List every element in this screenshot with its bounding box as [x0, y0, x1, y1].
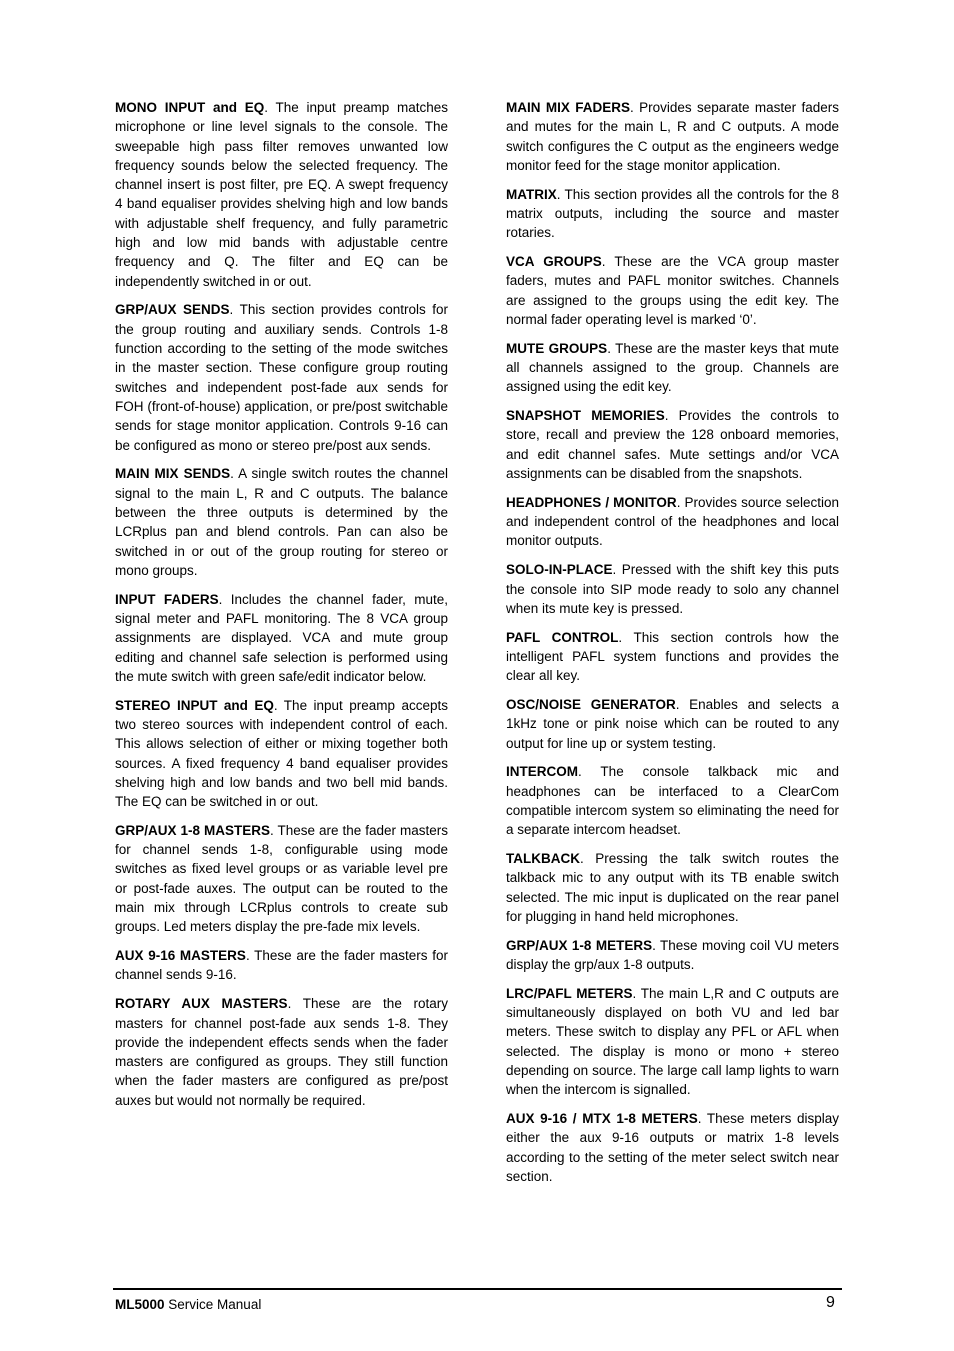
section-term: MONO INPUT and EQ	[115, 100, 265, 115]
section-aux-mtx-meters	[506, 1109, 839, 1186]
section-term: MAIN MIX FADERS	[506, 100, 630, 115]
section-pafl-control	[506, 628, 839, 686]
section-text: . A single switch routes the channel signal to the main L, R and C outputs. The balance between the three outputs is determined by the LCRplus pan and blend controls. Pan can also be switched in or out of the group routing for stereo or mono groups.	[115, 466, 448, 578]
section-headphones-monitor	[506, 493, 839, 551]
section-text: . This section provides controls for the group routing and auxiliary sends. Controls 1-8 function according to the setting of the mode switches in the master section. These configure group routing switches and independent post-fade aux sends for FOH (front-of-house) application, or pre/post switchable sends for stage monitor application. Controls 9-16 can be configured as mono or stereo pre/post aux sends.	[115, 302, 448, 453]
section-text: . These moving coil VU meters display the grp/aux 1-8 outputs.	[506, 937, 839, 973]
section-term: SOLO-IN-PLACE	[506, 562, 613, 578]
section-text: . Provides the controls to store, recall and preview the 128 onboard memories, and edit channel safes. Mute settings and/or VCA assignments can be disabled from the snapshots.	[506, 408, 840, 482]
page-number: 9	[826, 1294, 835, 1311]
section-term: GRP/AUX 1-8 METERS	[506, 937, 653, 953]
section-term: ROTARY AUX MASTERS	[115, 996, 288, 1012]
section-text: . Provides separate master faders and mutes for the main L, R and C outputs. A mode switch configures the C output as the engineers wedge monitor feed for the stage monitor application.	[506, 100, 839, 173]
footer-manual-title	[115, 1297, 261, 1312]
section-osc-noise-generator	[506, 695, 839, 753]
section-text: . The input preamp matches microphone or line level signals to the console. The sweepable high pass filter removes unwanted low frequency sounds below the selected frequency. The channel insert is post filter, pre EQ. A swept frequency 4 band equaliser provides shelving high and low bands with adjustable shelf frequency, and fully parametric high and low mid bands with adjustable centre frequency and Q. The filter and EQ can be independently switched in or out.	[115, 100, 448, 289]
section-term: MUTE GROUPS	[506, 340, 608, 356]
section-mute-groups	[506, 339, 839, 397]
section-term: OSC/NOISE GENERATOR	[506, 697, 676, 713]
section-mono-input-eq	[115, 98, 448, 291]
section-term: INTERCOM	[506, 764, 578, 780]
section-main-mix-faders	[506, 98, 839, 175]
section-text: . These are the rotary masters for channel post-fade aux sends 1-8. They provide the independent effects sends when the fader masters are configured as groups. They still function when the fader masters are configured as pre/post auxes but would not normally be required.	[115, 996, 448, 1108]
section-term: AUX 9-16 / MTX 1-8 METERS	[506, 1111, 698, 1127]
section-term: GRP/AUX SENDS	[115, 302, 230, 318]
section-term: SNAPSHOT MEMORIES	[506, 408, 665, 424]
section-text: . These are the fader masters for channel sends 1-8, configurable using mode switches as fixed level groups or as variable level pre or post-fade auxes. The output can be routed to the main mix through LCRplus controls to create sub groups. Led meters display the pre-fade mix levels.	[115, 822, 448, 935]
section-term: GRP/AUX 1-8 MASTERS	[115, 822, 270, 838]
footer-divider	[113, 1288, 842, 1290]
section-solo-in-place	[506, 560, 839, 618]
section-stereo-input-eq	[115, 696, 448, 812]
section-text: . These are the fader masters for channel sends 9-16.	[115, 948, 448, 983]
left-column	[115, 98, 448, 1120]
section-term: TALKBACK	[506, 851, 580, 867]
section-rotary-aux-masters	[115, 994, 448, 1110]
footer-model: ML5000	[115, 1297, 165, 1312]
section-term: MAIN MIX SENDS	[115, 466, 231, 482]
right-column	[506, 98, 839, 1196]
section-text: . These are the VCA group master faders, mutes and PAFL monitor switches. Channels are assigned to the groups using the edit key. The normal fader operating level is marked ‘0’.	[506, 254, 840, 327]
section-term: LRC/PAFL METERS	[506, 985, 633, 1001]
footer-title: Service Manual	[164, 1297, 262, 1312]
section-input-faders	[115, 590, 448, 686]
section-text: . This section provides all the controls for the 8 matrix outputs, including the source and master rotaries.	[506, 186, 839, 241]
section-term: PAFL CONTROL	[506, 629, 619, 645]
section-vca-groups	[506, 252, 839, 329]
section-talkback	[506, 849, 839, 926]
section-aux-9-16-masters	[115, 946, 448, 985]
section-grp-aux-meters	[506, 936, 839, 975]
section-lrc-pafl-meters	[506, 984, 839, 1100]
section-term: STEREO INPUT and EQ	[115, 697, 274, 713]
section-term: INPUT FADERS	[115, 591, 219, 607]
section-main-mix-sends	[115, 464, 448, 580]
section-term: HEADPHONES / MONITOR	[506, 494, 677, 510]
section-term: AUX 9-16 MASTERS	[115, 948, 246, 964]
section-text: . The main L,R and C outputs are simultaneously displayed on both VU and led bar meters. These switch to display any PFL or AFL when selected. The display is mono or mono + stereo depending on source. The large call lamp lights to warn when the intercom is signalled.	[506, 985, 839, 1098]
section-term: MATRIX	[506, 186, 557, 202]
section-text: . The input preamp accepts two stereo sources with independent control of each. This allows selection of either or mixing together both sources. A fixed frequency 4 band equaliser provides shelving high and low bands and two bell mid bands. The EQ can be switched in or out.	[115, 697, 448, 810]
section-text: . These are the master keys that mute all channels assigned to the group. Channels are assigned using the edit key.	[506, 340, 839, 395]
section-text: . Provides source selection and independent control of the headphones and local monitor outputs.	[506, 494, 840, 549]
section-text: . The console talkback mic and headphones can be interfaced to a ClearCom compatible intercom system so eliminating the need for a separate intercom headset.	[506, 764, 839, 838]
section-text: . Includes the channel fader, mute, signal meter and PAFL monitoring. The 8 VCA group assignments are displayed. VCA and mute group editing and channel safe selection is performed using the mute switch with green safe/edit indicator below.	[115, 591, 448, 684]
section-text: . Pressing the talk switch routes the talkback mic to any output with its TB enable switch selected. The mic input is duplicated on the rear panel for plugging in hand held microphones.	[506, 851, 839, 924]
section-text: . Enables and selects a 1kHz tone or pink noise which can be routed to any output for line up or system testing.	[506, 697, 839, 751]
section-snapshot-memories	[506, 406, 839, 483]
section-matrix	[506, 185, 839, 243]
section-text: . This section controls how the intelligent PAFL system functions and provides the clear all key.	[506, 629, 839, 684]
section-text: . Pressed with the shift key this puts the console into SIP mode ready to solo any channel when its mute key is pressed.	[506, 562, 839, 616]
section-intercom	[506, 762, 839, 839]
section-text: . These meters display either the aux 9-16 outputs or matrix 1-8 levels according to the setting of the meter select switch near section.	[506, 1111, 840, 1185]
section-grp-aux-masters	[115, 821, 448, 937]
section-grp-aux-sends	[115, 300, 448, 454]
section-term: VCA GROUPS	[506, 254, 602, 270]
